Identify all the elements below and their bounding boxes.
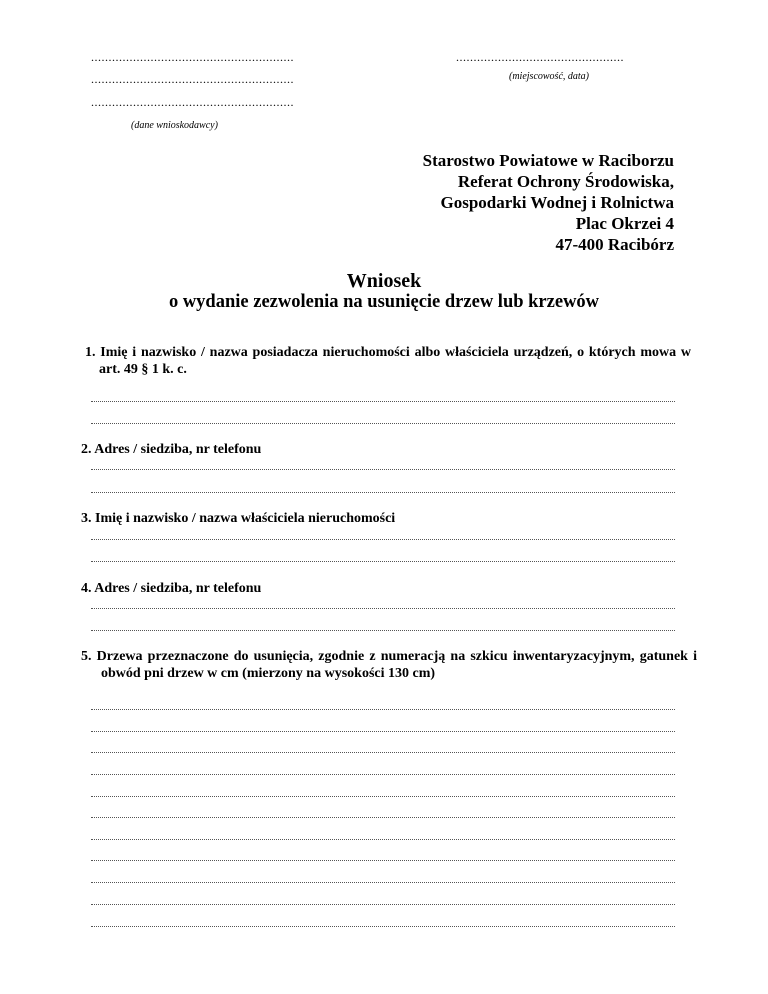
answer-5-line-11[interactable]: [91, 926, 675, 927]
answer-2-line-2[interactable]: [91, 492, 675, 493]
answer-5-line-8[interactable]: [91, 860, 675, 861]
answer-5-line-1[interactable]: [91, 709, 675, 710]
question-1: 1. Imię i nazwisko / nazwa posiadacza nieruchomości albo właściciela urządzeń, o których mowa w art. 49 § 1 k. c.: [85, 345, 691, 377]
answer-4-line-2[interactable]: [91, 630, 675, 631]
applicant-line-2[interactable]: ..........................................................: [91, 72, 294, 86]
recipient-line-3: Gospodarki Wodnej i Rolnictwa: [440, 193, 674, 212]
answer-5-line-2[interactable]: [91, 731, 675, 732]
answer-2-line-1[interactable]: [91, 469, 675, 470]
place-date-caption: (miejscowość, data): [509, 71, 589, 82]
answer-1-line-1[interactable]: [91, 401, 675, 402]
question-4: 4. Adres / siedziba, nr telefonu: [81, 581, 262, 596]
answer-5-line-9[interactable]: [91, 882, 675, 883]
recipient-line-2: Referat Ochrony Środowiska,: [457, 172, 674, 191]
question-2: 2. Adres / siedziba, nr telefonu: [81, 442, 262, 457]
answer-5-line-3[interactable]: [91, 752, 675, 753]
question-3: 3. Imię i nazwisko / nazwa właściciela nieruchomości: [81, 511, 396, 526]
document-subtitle: o wydanie zezwolenia na usunięcie drzew lub krzewów: [168, 292, 600, 312]
answer-5-line-10[interactable]: [91, 904, 675, 905]
recipient-address: [423, 150, 674, 255]
question-5: 5. Drzewa przeznaczone do usunięcia, zgodnie z numeracją na szkicu inwentaryzacyjnym, gatunek i obwód pni drzew w cm (mierzony na wysokości 130 cm): [81, 649, 697, 681]
answer-3-line-1[interactable]: [91, 539, 675, 540]
answer-4-line-1[interactable]: [91, 608, 675, 609]
answer-5-line-4[interactable]: [91, 774, 675, 775]
document-title: Wniosek: [346, 270, 422, 292]
applicant-line-1[interactable]: ..........................................................: [91, 50, 294, 64]
answer-1-line-2[interactable]: [91, 423, 675, 424]
applicant-line-3[interactable]: ..........................................................: [91, 95, 294, 109]
answer-5-line-6[interactable]: [91, 817, 675, 818]
applicant-caption: (dane wnioskodawcy): [131, 120, 218, 131]
answer-5-line-7[interactable]: [91, 839, 675, 840]
place-date-line[interactable]: ................................................: [456, 50, 624, 64]
recipient-line-4: Plac Okrzei 4: [575, 214, 674, 233]
recipient-line-5: 47-400 Racibórz: [555, 235, 674, 254]
answer-5-line-5[interactable]: [91, 796, 675, 797]
recipient-line-1: Starostwo Powiatowe w Raciborzu: [422, 151, 674, 170]
answer-3-line-2[interactable]: [91, 561, 675, 562]
